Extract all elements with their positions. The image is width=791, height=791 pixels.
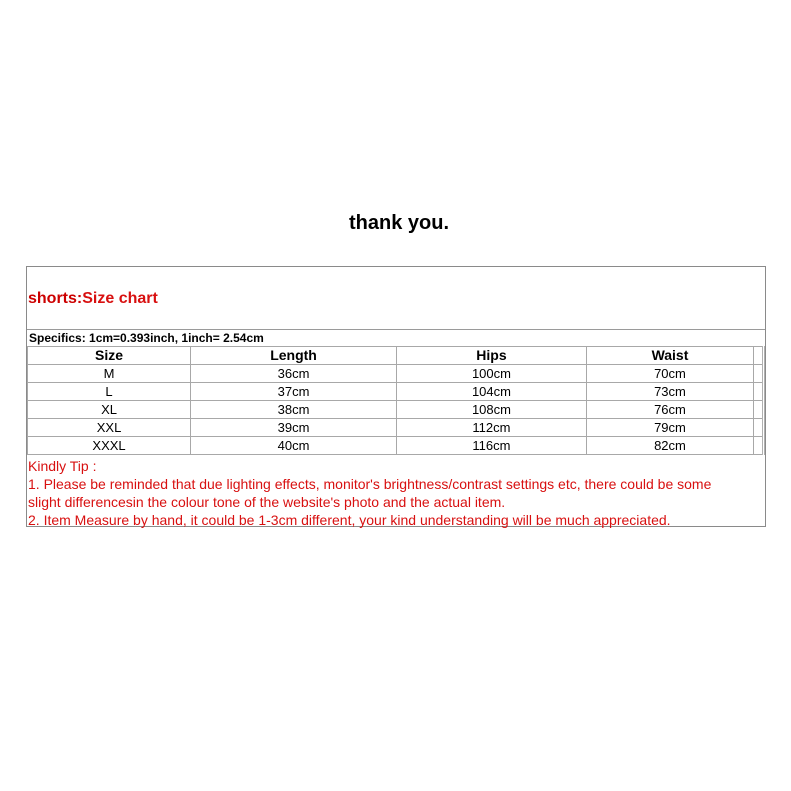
table-edge	[754, 365, 764, 383]
table-row	[28, 401, 764, 419]
header-hips: Hips	[396, 347, 586, 365]
cell-hips: 116cm	[396, 437, 586, 455]
cell-size: L	[28, 383, 191, 401]
cell-waist: 76cm	[586, 401, 753, 419]
kindly-tips	[28, 457, 764, 529]
table-header-row	[28, 347, 764, 365]
table-edge	[754, 383, 764, 401]
cell-waist: 70cm	[586, 365, 753, 383]
table-row	[28, 365, 764, 383]
cell-length: 36cm	[191, 365, 397, 383]
cell-waist: 82cm	[586, 437, 753, 455]
cell-hips: 104cm	[396, 383, 586, 401]
header-length: Length	[191, 347, 397, 365]
cell-waist: 79cm	[586, 419, 753, 437]
heading-title: Size chart	[82, 290, 158, 307]
table-edge	[754, 419, 764, 437]
specifics-text: Specifics: 1cm=0.393inch, 1inch= 2.54cm	[29, 331, 264, 345]
heading-brand: shorts:	[28, 290, 83, 307]
tip-2: 2. Item Measure by hand, it could be 1-3cm different, your kind understanding will be much appreciated.	[28, 512, 671, 528]
cell-size: M	[28, 365, 191, 383]
cell-hips: 112cm	[396, 419, 586, 437]
cell-length: 40cm	[191, 437, 397, 455]
cell-hips: 100cm	[396, 365, 586, 383]
tips-title: Kindly Tip :	[28, 458, 97, 474]
tip-1-line-b: slight differencesin the colour tone of the website's photo and the actual item.	[28, 494, 506, 510]
size-chart-box	[26, 266, 766, 527]
table-row	[28, 419, 764, 437]
table-edge	[754, 437, 764, 455]
cell-length: 38cm	[191, 401, 397, 419]
cell-hips: 108cm	[396, 401, 586, 419]
cell-size: XXL	[28, 419, 191, 437]
size-chart-heading	[28, 289, 158, 309]
header-waist: Waist	[586, 347, 753, 365]
cell-size: XL	[28, 401, 191, 419]
cell-length: 37cm	[191, 383, 397, 401]
table-edge	[754, 401, 764, 419]
thank-you-text: thank you.	[348, 212, 449, 234]
divider	[27, 329, 765, 330]
tip-1-line-a: 1. Please be reminded that due lighting effects, monitor's brightness/contrast settings etc, there could be some	[28, 476, 712, 492]
cell-length: 39cm	[191, 419, 397, 437]
table-row	[28, 437, 764, 455]
header-size: Size	[28, 347, 191, 365]
cell-size: XXXL	[28, 437, 191, 455]
size-table	[27, 346, 765, 455]
table-edge	[754, 347, 764, 365]
table-row	[28, 383, 764, 401]
cell-waist: 73cm	[586, 383, 753, 401]
